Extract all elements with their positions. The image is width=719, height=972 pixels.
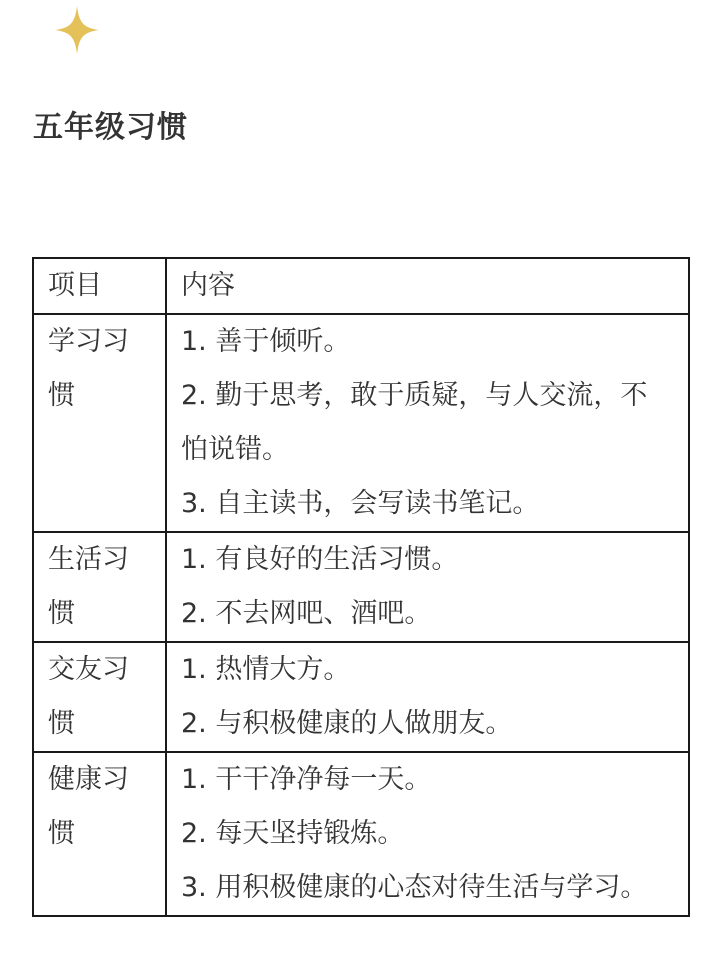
list-item: 2. 不去网吧、酒吧。 bbox=[181, 598, 432, 629]
list-item: 1. 热情大方。 bbox=[181, 654, 351, 685]
category-cell bbox=[33, 314, 166, 532]
table-row bbox=[33, 642, 689, 752]
category-label: 学习习惯 bbox=[48, 326, 129, 411]
category-cell bbox=[33, 642, 166, 752]
category-label: 生活习惯 bbox=[48, 544, 129, 629]
category-label: 健康习惯 bbox=[48, 764, 129, 849]
table-header-row bbox=[33, 258, 689, 314]
table-row bbox=[33, 752, 689, 916]
habits-table bbox=[32, 257, 690, 917]
table-row bbox=[33, 314, 689, 532]
list-item: 2. 每天坚持锻炼。 bbox=[181, 818, 405, 849]
list-item: 3. 自主读书，会写读书笔记。 bbox=[181, 488, 540, 519]
list-item: 3. 用积极健康的心态对待生活与学习。 bbox=[181, 872, 648, 903]
content-cell bbox=[166, 642, 689, 752]
content-cell bbox=[166, 752, 689, 916]
list-item: 1. 干干净净每一天。 bbox=[181, 764, 432, 795]
table-row bbox=[33, 532, 689, 642]
category-label: 交友习惯 bbox=[48, 654, 129, 739]
list-item: 2. 勤于思考，敢于质疑，与人交流，不怕说错。 bbox=[181, 380, 648, 465]
list-item: 1. 善于倾听。 bbox=[181, 326, 351, 357]
content-cell bbox=[166, 532, 689, 642]
category-cell bbox=[33, 532, 166, 642]
list-item: 1. 有良好的生活习惯。 bbox=[181, 544, 459, 575]
page-title: 五年级习惯 bbox=[33, 110, 188, 145]
sparkle-star-icon bbox=[55, 6, 99, 54]
category-cell bbox=[33, 752, 166, 916]
list-item: 2. 与积极健康的人做朋友。 bbox=[181, 708, 513, 739]
header-cell-item: 项目 bbox=[33, 258, 166, 314]
content-cell bbox=[166, 314, 689, 532]
header-cell-content: 内容 bbox=[166, 258, 689, 314]
